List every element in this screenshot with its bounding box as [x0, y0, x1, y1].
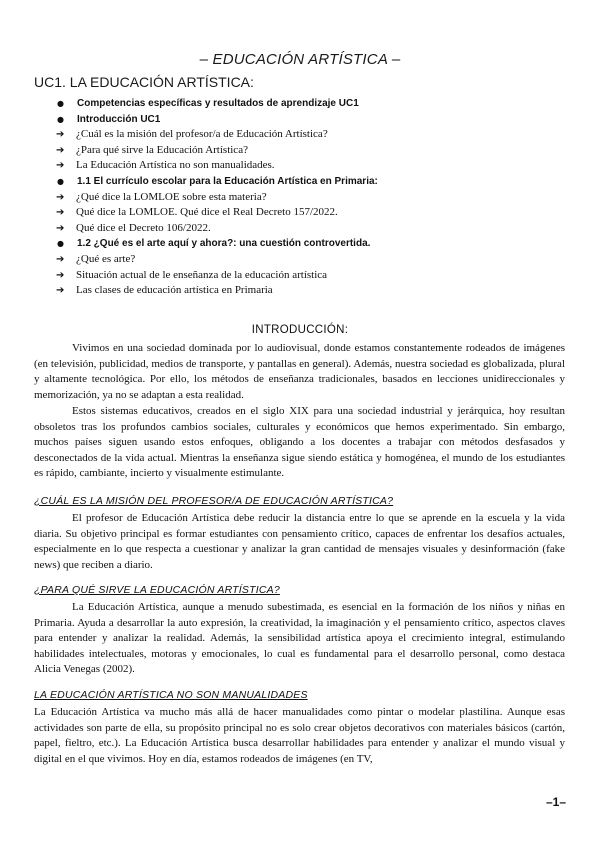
toc-item-label: Las clases de educación artística en Primaria — [76, 284, 273, 297]
toc-item-label: Introducción UC1 — [77, 113, 161, 125]
toc-item — [56, 190, 576, 206]
toc-item — [56, 96, 576, 112]
section-paragraph-manualidades: La Educación Artística va mucho más allá de hacer manualidades como pintar o modelar plastilina. Aunque esas actividades son parte de ella, su propósito principal no es solo crear objetos decorativos con materiales básicos (cartón, papel, fieltro, etc.). La Educación Artística busca desarrollar habilidades para entender y analizar el mundo visual y digital en el que vivimos. Hoy en día, estamos rodeados de imágenes (en TV, — [34, 706, 565, 765]
toc-item — [56, 283, 576, 299]
bullet-icon: ● — [57, 99, 64, 108]
toc-item-label: 1.1 El currículo escolar para la Educación Artística en Primaria: — [77, 175, 378, 187]
arrow-right-icon: ➔ — [56, 160, 65, 172]
toc-item-label: Qué dice la LOMLOE. Qué dice el Real Decreto 157/2022. — [76, 206, 338, 219]
toc-item — [56, 127, 576, 143]
intro-paragraph-2: Estos sistemas educativos, creados en el siglo XIX para una sociedad industrial y jerárquica, hoy resultan obsoletos tras los profundos cambios sociales, culturales y económicos que hemos experimentado. Sin embargo, muchos países siguen usando estos enfoques, obligando a los docentes a trabajar con métodos desfasados y desconectados de la vida actual. Mientras la enseñanza sigue siendo estática y homogénea, el mundo de los estudiantes es rápido, cambiante, incierto y visualmente estimulante. — [34, 405, 565, 480]
bullet-icon: ● — [57, 239, 64, 249]
toc-item — [56, 158, 576, 174]
page-number: –1– — [545, 795, 566, 809]
bullet-icon: ● — [57, 114, 64, 124]
toc-item — [56, 112, 576, 128]
document-title: – EDUCACIÓN ARTÍSTICA – — [199, 51, 401, 68]
toc-item — [56, 174, 576, 190]
toc-item-label: Situación actual de le enseñanza de la educación artística — [76, 268, 328, 281]
bullet-icon: ● — [57, 176, 64, 186]
intro-heading: INTRODUCCIÓN: — [251, 324, 349, 336]
table-of-contents — [56, 96, 576, 299]
toc-item — [56, 221, 576, 237]
toc-item — [56, 236, 576, 252]
arrow-right-icon: ➔ — [56, 207, 65, 219]
toc-item-label: ¿Para qué sirve la Educación Artística? — [76, 143, 248, 156]
unit-heading: UC1. LA EDUCACIÓN ARTÍSTICA: — [34, 74, 254, 90]
section-heading-para-que: ¿PARA QUÉ SIRVE LA EDUCACIÓN ARTÍSTICA? — [34, 584, 280, 596]
arrow-right-icon: ➔ — [56, 253, 65, 265]
arrow-right-icon: ➔ — [56, 285, 65, 297]
section-heading-mision: ¿CUÁL ES LA MISIÓN DEL PROFESOR/A DE EDUCACIÓN ARTÍSTICA? — [34, 495, 394, 507]
section-paragraph-mision: El profesor de Educación Artística debe reducir la distancia entre lo que se aprende en la escuela y la vida diaria. Su objetivo principal es formar estudiantes con pensamiento crítico, capaces de enfrentar los desafíos actuales, especialmente en lo que respecta a cuestionar y analizar la gran cantidad de mensajes visuales y desinformación (fake news) que reciben a diario. — [34, 512, 565, 571]
toc-item — [56, 143, 576, 159]
toc-item — [56, 268, 576, 284]
section-paragraph-para-que: La Educación Artística, aunque a menudo subestimada, es esencial en la formación de los niños y niñas en Primaria. Ayuda a desarrollar la auto expresión, la creatividad, la imaginación y el pensamiento crítico, aspectos claves para entender y analizar la realidad. Además, la sensibilidad artística apoya el crecimiento integral, estimulando habilidades intelectuales, motoras y emocionales, lo cual es fundamental para el desarrollo personal, como destaca Alicia Venegas (2002). — [34, 601, 565, 676]
toc-item-label: Qué dice el Decreto 106/2022. — [76, 221, 211, 234]
intro-paragraph-1: Vivimos en una sociedad dominada por lo audiovisual, donde estamos constantemente rodeados de imágenes (en televisión, publicidad, medios de transporte, y pantallas en general). Además, nuestra sociedad es globalizada, plural y altamente tecnológica. Por ello, los métodos de enseñanza tradicionales, basados en lecciones unidireccionales y memorización, ya no se adaptan a esta realidad. — [34, 342, 565, 401]
toc-item — [56, 252, 576, 268]
toc-item-label: ¿Qué dice la LOMLOE sobre esta materia? — [76, 190, 267, 203]
toc-item-label: ¿Cuál es la misión del profesor/a de Educación Artística? — [76, 128, 328, 141]
arrow-right-icon: ➔ — [56, 222, 65, 234]
toc-item-label: ¿Qué es arte? — [76, 252, 136, 265]
toc-item-label: Competencias específicas y resultados de aprendizaje UC1 — [77, 98, 359, 109]
toc-item-label: La Educación Artística no son manualidades. — [76, 159, 275, 172]
arrow-right-icon: ➔ — [56, 269, 65, 281]
arrow-right-icon: ➔ — [56, 144, 65, 156]
arrow-right-icon: ➔ — [56, 191, 65, 203]
toc-item — [56, 205, 576, 221]
arrow-right-icon: ➔ — [56, 129, 65, 141]
toc-item-label: 1.2 ¿Qué es el arte aquí y ahora?: una cuestión controvertida. — [77, 238, 371, 250]
section-heading-manualidades: LA EDUCACIÓN ARTÍSTICA NO SON MANUALIDADES — [34, 689, 308, 701]
